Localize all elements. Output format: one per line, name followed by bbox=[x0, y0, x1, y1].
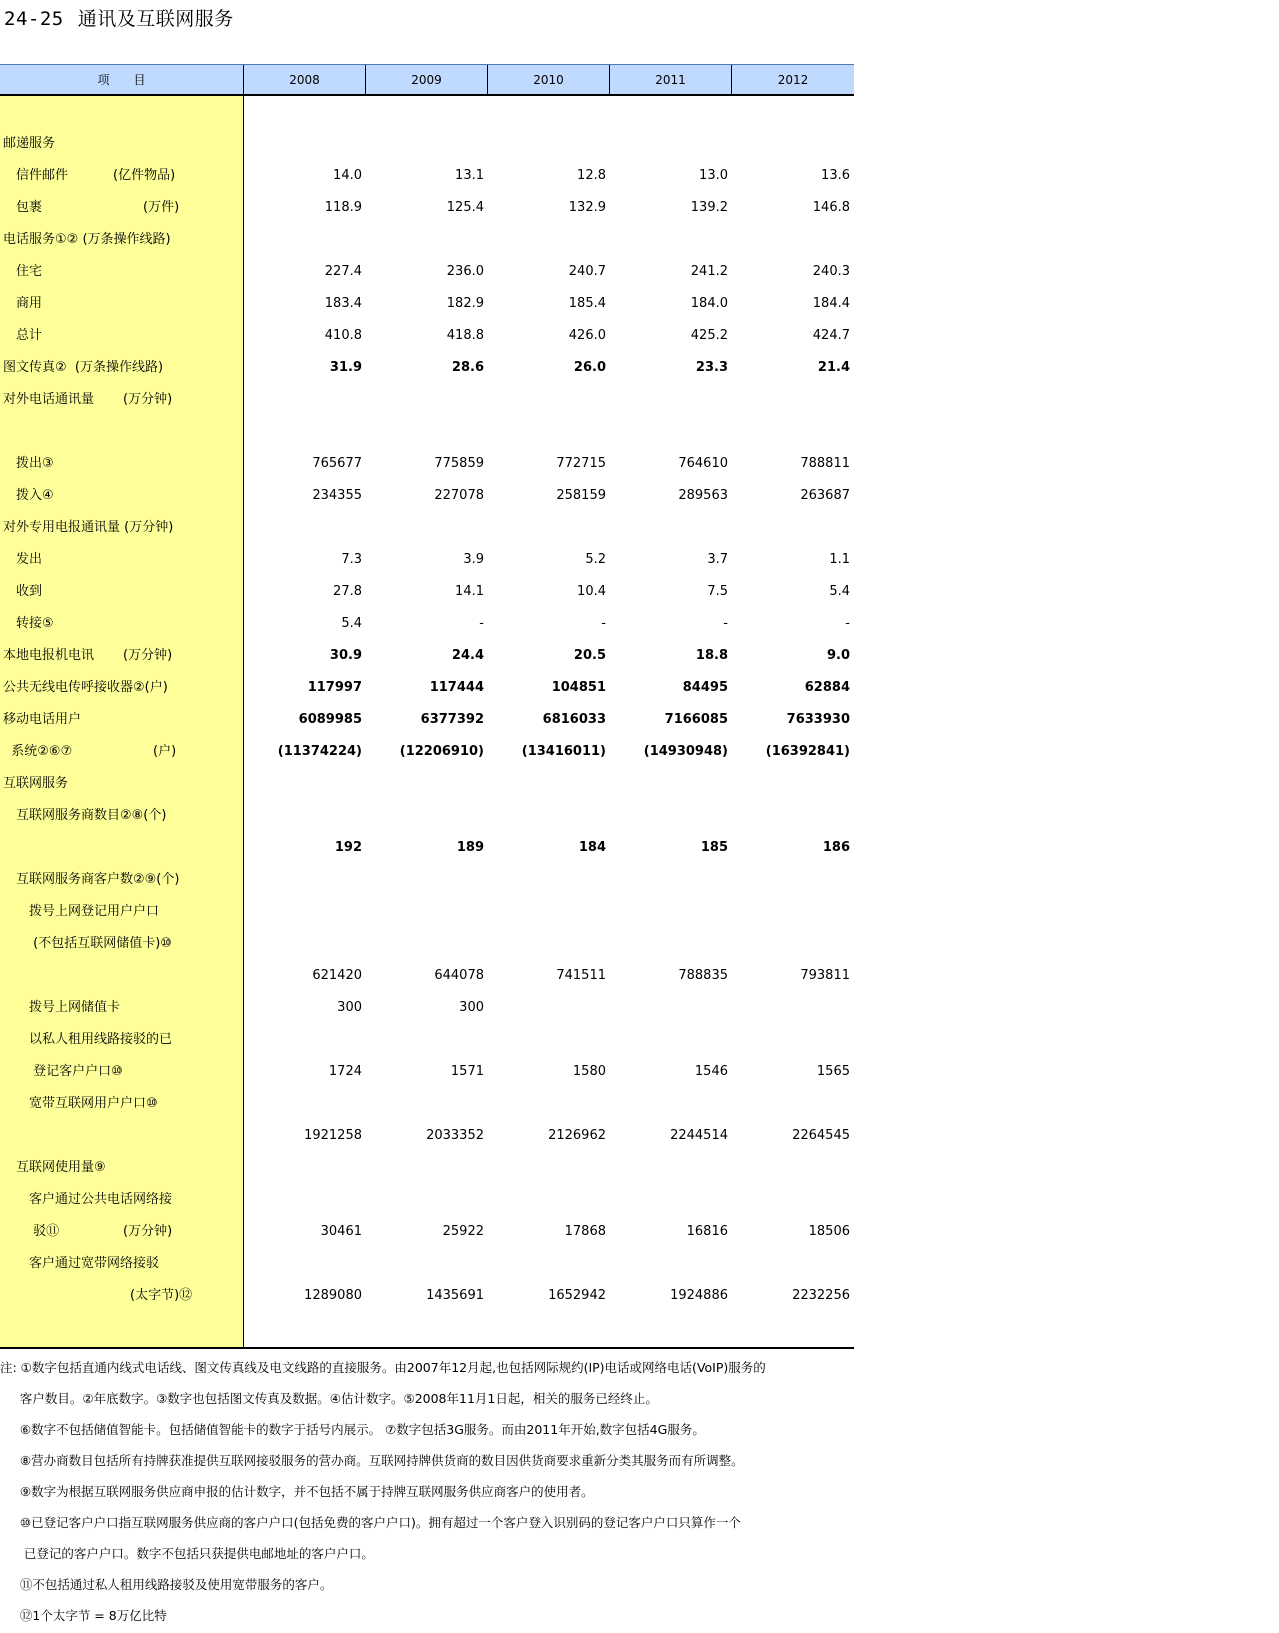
table-row bbox=[0, 448, 854, 480]
cell-2010: 12.8 bbox=[577, 168, 606, 183]
cell-2010: 185.4 bbox=[568, 296, 606, 311]
cell-2008: 6089985 bbox=[298, 712, 362, 727]
cell-2009: 117444 bbox=[429, 680, 484, 695]
footnote-line: 已登记的客户户口。数字不包括只获提供电邮地址的客户户口。 bbox=[0, 1546, 374, 1561]
cell-2010: 2126962 bbox=[548, 1128, 606, 1143]
table-row bbox=[0, 480, 854, 512]
cell-2009: 2033352 bbox=[426, 1128, 484, 1143]
row-label bbox=[3, 288, 42, 320]
cell-2012: - bbox=[845, 616, 850, 631]
row-label bbox=[3, 544, 42, 576]
header-year-2009: 2009 bbox=[366, 65, 488, 95]
row-label bbox=[3, 928, 172, 960]
row-label-text: 客户通过宽带网络接驳 bbox=[3, 1256, 160, 1271]
row-label-text: 包裹 bbox=[3, 200, 43, 215]
row-label-text: 拨入④ bbox=[3, 488, 54, 503]
cell-2008: 183.4 bbox=[324, 296, 362, 311]
table-row bbox=[0, 320, 854, 352]
cell-2012: 18506 bbox=[808, 1224, 850, 1239]
row-label bbox=[3, 736, 177, 768]
cell-2011: 289563 bbox=[678, 488, 728, 503]
table-row bbox=[0, 800, 854, 832]
cell-2009: 125.4 bbox=[446, 200, 484, 215]
table-row bbox=[0, 288, 854, 320]
row-label bbox=[3, 1184, 172, 1216]
footnote-line: ⑥数字不包括储值智能卡。包括储值智能卡的数字于括号内展示。 ⑦数字包括3G服务。而由2011年开始,数字包括4G服务。 bbox=[0, 1422, 705, 1437]
row-label-text: 对外专用电报通讯量 (万分钟) bbox=[3, 520, 174, 535]
row-label-text: 住宅 bbox=[3, 264, 43, 279]
row-label bbox=[3, 352, 163, 384]
row-label-text: 转接⑤ bbox=[3, 616, 54, 631]
cell-2008: 1921258 bbox=[304, 1128, 362, 1143]
table-row bbox=[0, 416, 854, 448]
table-row bbox=[0, 768, 854, 800]
table-row bbox=[0, 672, 854, 704]
cell-2011: 425.2 bbox=[690, 328, 728, 343]
cell-2009: 25922 bbox=[442, 1224, 484, 1239]
table-row bbox=[0, 576, 854, 608]
footnote-line: ⑩已登记客户户口指互联网服务供应商的客户户口(包括免费的客户户口)。拥有超过一个客户登入识别码的登记客户户口只算作一个 bbox=[0, 1515, 741, 1530]
cell-2008: 14.0 bbox=[333, 168, 362, 183]
cell-2010: (13416011) bbox=[521, 744, 606, 759]
row-label-text: 总计 bbox=[3, 328, 43, 343]
row-label bbox=[3, 256, 42, 288]
cell-2011: 184.0 bbox=[690, 296, 728, 311]
row-label-text: 电话服务①② (万条操作线路) bbox=[3, 232, 171, 247]
cell-2008: 192 bbox=[334, 840, 362, 855]
cell-2012: 21.4 bbox=[817, 360, 850, 375]
row-label-text: 以私人租用线路接驳的已 bbox=[3, 1032, 173, 1047]
header-year-2010: 2010 bbox=[488, 65, 610, 95]
cell-2010: 258159 bbox=[556, 488, 606, 503]
cell-2010: 10.4 bbox=[577, 584, 606, 599]
cell-2012: (16392841) bbox=[765, 744, 850, 759]
row-label bbox=[3, 1056, 123, 1088]
table-row bbox=[0, 864, 854, 896]
footnote-line: ⑧营办商数目包括所有持牌获准提供互联网接驳服务的营办商。互联网持牌供货商的数目因供货商要求重新分类其服务而有所调整。 bbox=[0, 1453, 744, 1468]
cell-2012: 9.0 bbox=[826, 648, 850, 663]
row-label bbox=[3, 864, 179, 896]
cell-2010: 184 bbox=[578, 840, 606, 855]
cell-2008: 117997 bbox=[307, 680, 362, 695]
row-unit: (万件) bbox=[143, 200, 180, 215]
header-year-2011: 2011 bbox=[610, 65, 732, 95]
cell-2012: 240.3 bbox=[812, 264, 850, 279]
cell-2008: 7.3 bbox=[341, 552, 362, 567]
cell-2010: 132.9 bbox=[568, 200, 606, 215]
table-row bbox=[0, 1248, 854, 1280]
cell-2012: 788811 bbox=[800, 456, 850, 471]
cell-2011: 241.2 bbox=[690, 264, 728, 279]
cell-2008: 118.9 bbox=[324, 200, 362, 215]
cell-2011: 1924886 bbox=[670, 1288, 728, 1303]
cell-2008: 621420 bbox=[312, 968, 362, 983]
table-row bbox=[0, 1056, 854, 1088]
row-label bbox=[3, 608, 54, 640]
row-label bbox=[3, 1248, 159, 1280]
row-label bbox=[3, 704, 81, 736]
cell-2012: 263687 bbox=[800, 488, 850, 503]
cell-2009: 227078 bbox=[434, 488, 484, 503]
row-unit: (万分钟) bbox=[123, 392, 173, 407]
cell-2010: 104851 bbox=[551, 680, 606, 695]
cell-2010: 6816033 bbox=[542, 712, 606, 727]
row-label-text: 公共无线电传呼接收器②(户) bbox=[3, 680, 168, 695]
row-label-text: 移动电话用户 bbox=[3, 712, 82, 727]
table-row bbox=[0, 512, 854, 544]
table-bottom-border bbox=[0, 1347, 854, 1349]
table-row bbox=[0, 960, 854, 992]
cell-2012: 13.6 bbox=[821, 168, 850, 183]
table-header bbox=[0, 64, 854, 96]
cell-2010: 741511 bbox=[556, 968, 606, 983]
cell-2011: 7166085 bbox=[664, 712, 728, 727]
cell-2008: 1724 bbox=[328, 1064, 362, 1079]
table-title: 通讯及互联网服务 bbox=[77, 8, 234, 30]
cell-2010: 240.7 bbox=[568, 264, 606, 279]
cell-2008: (11374224) bbox=[277, 744, 362, 759]
row-label-text: 互联网服务 bbox=[3, 776, 69, 791]
row-label bbox=[3, 992, 120, 1024]
row-label bbox=[3, 192, 180, 224]
row-unit: (万分钟) bbox=[123, 1224, 173, 1239]
cell-2009: 644078 bbox=[434, 968, 484, 983]
cell-2009: 1435691 bbox=[426, 1288, 484, 1303]
cell-2011: 788835 bbox=[678, 968, 728, 983]
header-year-2012: 2012 bbox=[777, 73, 809, 87]
footnote-line: ⑫1个太字节 = 8万亿比特 bbox=[0, 1608, 167, 1623]
cell-2010: - bbox=[601, 616, 606, 631]
row-label bbox=[3, 384, 173, 416]
row-label-text: 收到 bbox=[3, 584, 43, 599]
row-label bbox=[3, 1216, 173, 1248]
row-label bbox=[3, 1088, 158, 1120]
row-label-text: 拨出③ bbox=[3, 456, 54, 471]
cell-2011: 7.5 bbox=[707, 584, 728, 599]
footnote-line: ⑨数字为根据互联网服务供应商申报的估计数字，并不包括不属于持牌互联网服务供应商客户的使用者。 bbox=[0, 1484, 594, 1499]
cell-2008: 227.4 bbox=[324, 264, 362, 279]
table-row bbox=[0, 1152, 854, 1184]
cell-2012: 186 bbox=[822, 840, 850, 855]
cell-2012: 184.4 bbox=[812, 296, 850, 311]
cell-2011: 16816 bbox=[686, 1224, 728, 1239]
row-label bbox=[3, 320, 42, 352]
table-row bbox=[0, 704, 854, 736]
row-label-text: 拨号上网登记用户户口 bbox=[3, 904, 160, 919]
row-label-text: 本地电报机电讯 bbox=[3, 648, 95, 663]
cell-2008: 30.9 bbox=[329, 648, 362, 663]
cell-2012: 1565 bbox=[816, 1064, 850, 1079]
row-label bbox=[3, 1152, 106, 1184]
cell-2008: 30461 bbox=[320, 1224, 362, 1239]
table-row bbox=[0, 160, 854, 192]
row-label-text: 系统②⑥⑦ bbox=[3, 744, 73, 759]
cell-2012: 146.8 bbox=[812, 200, 850, 215]
cell-2008: 31.9 bbox=[329, 360, 362, 375]
footnote-line: ⑪不包括通过私人租用线路接驳及使用宽带服务的客户。 bbox=[0, 1577, 333, 1592]
cell-2012: 1.1 bbox=[829, 552, 850, 567]
cell-2009: 189 bbox=[456, 840, 484, 855]
table-row bbox=[0, 224, 854, 256]
cell-2011: 84495 bbox=[682, 680, 728, 695]
header-year-2008: 2008 bbox=[244, 65, 366, 95]
row-label bbox=[3, 1024, 172, 1056]
cell-2011: 3.7 bbox=[707, 552, 728, 567]
table-row bbox=[0, 832, 854, 864]
row-label bbox=[3, 448, 54, 480]
row-unit: (万分钟) bbox=[123, 648, 173, 663]
table-row bbox=[0, 128, 854, 160]
table-row bbox=[0, 736, 854, 768]
row-label-text: 信件邮件 bbox=[3, 168, 69, 183]
footnote-line: 客户数目。②年底数字。③数字也包括图文传真及数据。④估计数字。⑤2008年11月1日起，相关的服务已经终止。 bbox=[0, 1391, 658, 1406]
row-label bbox=[3, 768, 68, 800]
table-row bbox=[0, 256, 854, 288]
row-label bbox=[3, 512, 173, 544]
row-label bbox=[3, 896, 159, 928]
cell-2008: 300 bbox=[337, 1000, 362, 1015]
cell-2010: 1652942 bbox=[548, 1288, 606, 1303]
row-label-text: 客户通过公共电话网络接 bbox=[3, 1192, 173, 1207]
cell-2011: 23.3 bbox=[695, 360, 728, 375]
table-row bbox=[0, 384, 854, 416]
row-unit: (太字节)⑫ bbox=[130, 1288, 193, 1303]
header-item: 项 目 bbox=[0, 65, 244, 95]
cell-2008: 27.8 bbox=[333, 584, 362, 599]
row-label-text: 互联网服务商客户数②⑨(个) bbox=[3, 872, 180, 887]
row-label-text: 宽带互联网用户户口⑩ bbox=[3, 1096, 158, 1111]
row-label-text: 邮递服务 bbox=[3, 136, 56, 151]
cell-2008: 1289080 bbox=[304, 1288, 362, 1303]
cell-2011: 18.8 bbox=[695, 648, 728, 663]
row-label-text: 驳⑪ bbox=[3, 1224, 60, 1239]
table-row bbox=[0, 1120, 854, 1152]
cell-2012: 2264545 bbox=[792, 1128, 850, 1143]
cell-2012: 793811 bbox=[800, 968, 850, 983]
row-label bbox=[3, 800, 166, 832]
cell-2012: 5.4 bbox=[829, 584, 850, 599]
table-number: 24-25 bbox=[4, 8, 64, 30]
row-label bbox=[3, 640, 173, 672]
row-label bbox=[3, 672, 168, 704]
table-row bbox=[0, 352, 854, 384]
cell-2009: 14.1 bbox=[455, 584, 484, 599]
cell-2009: (12206910) bbox=[399, 744, 484, 759]
cell-2010: 26.0 bbox=[573, 360, 606, 375]
row-label-text: 对外电话通讯量 bbox=[3, 392, 95, 407]
cell-2009: 28.6 bbox=[451, 360, 484, 375]
cell-2012: 62884 bbox=[804, 680, 850, 695]
table-row bbox=[0, 1280, 854, 1312]
cell-2009: 775859 bbox=[434, 456, 484, 471]
row-label-text: (不包括互联网储值卡)⑩ bbox=[3, 936, 172, 951]
row-label-text: 商用 bbox=[3, 296, 43, 311]
table-row bbox=[0, 1088, 854, 1120]
cell-2010: 772715 bbox=[556, 456, 606, 471]
cell-2012: 424.7 bbox=[812, 328, 850, 343]
cell-2009: 300 bbox=[459, 1000, 484, 1015]
row-label-text: 互联网使用量⑨ bbox=[3, 1160, 106, 1175]
table-row bbox=[0, 544, 854, 576]
row-label bbox=[3, 128, 55, 160]
row-label-text: 登记客户户口⑩ bbox=[3, 1064, 123, 1079]
cell-2008: 410.8 bbox=[324, 328, 362, 343]
table-row bbox=[0, 640, 854, 672]
cell-2011: 1546 bbox=[694, 1064, 728, 1079]
row-label bbox=[3, 576, 42, 608]
cell-2011: 185 bbox=[700, 840, 728, 855]
cell-2010: 426.0 bbox=[568, 328, 606, 343]
row-label-text: 拨号上网储值卡 bbox=[3, 1000, 121, 1015]
cell-2010: 1580 bbox=[572, 1064, 606, 1079]
cell-2012: 2232256 bbox=[792, 1288, 850, 1303]
cell-2008: 5.4 bbox=[341, 616, 362, 631]
table-row bbox=[0, 896, 854, 928]
cell-2009: 236.0 bbox=[446, 264, 484, 279]
cell-2009: 182.9 bbox=[446, 296, 484, 311]
cell-2009: - bbox=[479, 616, 484, 631]
cell-2011: 139.2 bbox=[690, 200, 728, 215]
table-row bbox=[0, 608, 854, 640]
table-row bbox=[0, 928, 854, 960]
cell-2010: 17868 bbox=[564, 1224, 606, 1239]
row-label-text: 互联网服务商数目②⑧(个) bbox=[3, 808, 167, 823]
cell-2010: 5.2 bbox=[585, 552, 606, 567]
cell-2008: 234355 bbox=[312, 488, 362, 503]
row-unit: (户) bbox=[153, 744, 177, 759]
cell-2011: 2244514 bbox=[670, 1128, 728, 1143]
cell-2008: 765677 bbox=[312, 456, 362, 471]
table-row bbox=[0, 1024, 854, 1056]
row-label bbox=[3, 160, 176, 192]
row-label-text: 发出 bbox=[3, 552, 43, 567]
cell-2009: 1571 bbox=[450, 1064, 484, 1079]
cell-2010: 20.5 bbox=[573, 648, 606, 663]
cell-2012: 7633930 bbox=[786, 712, 850, 727]
cell-2011: - bbox=[723, 616, 728, 631]
cell-2011: 13.0 bbox=[699, 168, 728, 183]
table-row bbox=[0, 992, 854, 1024]
cell-2011: (14930948) bbox=[643, 744, 728, 759]
table-row bbox=[0, 192, 854, 224]
row-label-text: 图文传真② (万条操作线路) bbox=[3, 360, 164, 375]
cell-2009: 24.4 bbox=[451, 648, 484, 663]
table-row bbox=[0, 1216, 854, 1248]
cell-2009: 13.1 bbox=[455, 168, 484, 183]
row-label bbox=[3, 480, 54, 512]
cell-2009: 3.9 bbox=[463, 552, 484, 567]
page-title bbox=[4, 4, 234, 31]
cell-2009: 418.8 bbox=[446, 328, 484, 343]
row-unit: (亿件物品) bbox=[113, 168, 176, 183]
cell-2009: 6377392 bbox=[420, 712, 484, 727]
row-label bbox=[3, 224, 171, 256]
footnote-line: 注: ①数字包括直通内线式电话线、图文传真线及电文线路的直接服务。由2007年12月起,也包括网际规约(IP)电话或网络电话(VoIP)服务的 bbox=[0, 1360, 766, 1375]
table-row bbox=[0, 1184, 854, 1216]
cell-2011: 764610 bbox=[678, 456, 728, 471]
